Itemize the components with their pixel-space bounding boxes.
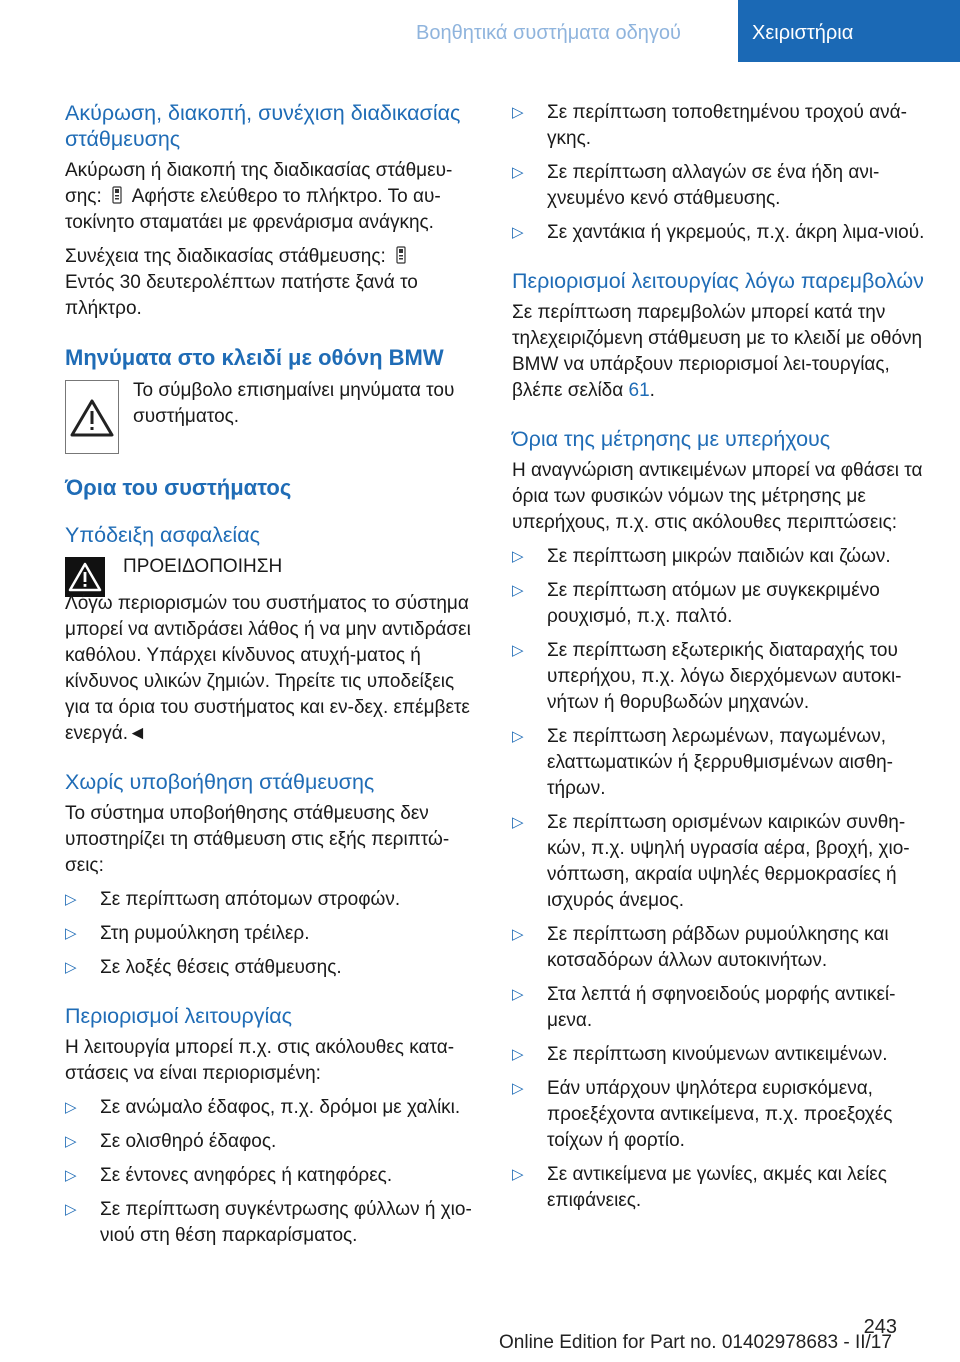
interference-text: Σε περίπτωση παρεμβολών μπορεί κατά την τηλεχειριζόμενη στάθμευση με το κλειδί με οθόνη BMW να υπάρξουν περιορισμοί λει‐τουργίας, βλέπε σελίδα 61.: [512, 302, 923, 401]
bullet-icon: ▷: [65, 1201, 77, 1218]
list-item: ▷ Σε ολισθηρό έδαφος.: [65, 1129, 483, 1155]
page-reference-link[interactable]: 61: [628, 380, 650, 401]
bullet-icon: ▷: [512, 1080, 524, 1097]
heading-system-limits: Όρια του συστήματος: [65, 475, 292, 500]
without-assist-text: Το σύστημα υποβοήθησης στάθμευσης δεν υποστηρίζει τη στάθμευση στις εξής περιπτώ‐σεις:: [65, 803, 450, 876]
list-item: ▷ Σε αντικείμενα με γωνίες, ακμές και λείες επιφάνειες.: [512, 1164, 887, 1211]
bullet-icon: ▷: [65, 1133, 77, 1150]
list-item: ▷ Σε λοξές θέσεις στάθμευσης.: [65, 955, 483, 981]
heading-function-limits: Περιορισμοί λειτουργίας: [65, 1004, 293, 1028]
list-item: ▷ Σε περίπτωση αλλαγών σε ένα ήδη ανι‐χνευμένο κενό στάθμευσης.: [512, 162, 880, 209]
bullet-icon: ▷: [512, 642, 524, 659]
bullet-icon: ▷: [512, 986, 524, 1003]
list-item: ▷ Σε χαντάκια ή γκρεμούς, π.χ. άκρη λιμα‐νιού.: [512, 220, 932, 246]
section-title: Βοηθητικά συστήματα οδηγού: [416, 22, 681, 44]
left-column: [65, 100, 483, 1257]
function-limits-list: [65, 1095, 483, 1249]
list-item: ▷ Σε περίπτωση ράβδων ρυμούλκησης και κοτσαδόρων άλλων αυτοκινήτων.: [512, 924, 889, 971]
list-item: ▷ Εάν υπάρχουν ψηλότερα ευρισκόμενα, προεξέχοντα αντικείμενα, π.χ. προεξοχές τοίχων ή φορτίο.: [512, 1078, 893, 1151]
message-symbol-text: Το σύμβολο επισημαίνει μηνύματα του συστήματος.: [133, 380, 455, 427]
edition-footer: Online Edition for Part no. 01402978683 - II/17: [499, 1332, 892, 1353]
warning-symbol-box: [65, 380, 119, 454]
bullet-icon: ▷: [512, 224, 524, 241]
bullet-icon: ▷: [512, 926, 524, 943]
bullet-icon: ▷: [512, 548, 524, 565]
heading-interference-limits: Περιορισμοί λειτουργίας λόγω παρεμβολών: [512, 269, 924, 293]
list-item: ▷ Σε περίπτωση μικρών παιδιών και ζώων.: [512, 544, 932, 570]
page-number: 243: [863, 1316, 897, 1338]
key-button-icon: [112, 186, 122, 204]
heading-ultrasonic-limits: Όρια της μέτρησης με υπερήχους: [512, 427, 831, 451]
bullet-icon: ▷: [512, 104, 524, 121]
bullet-icon: ▷: [512, 1046, 524, 1063]
heading-safety-note: Υπόδειξη ασφαλείας: [65, 523, 260, 547]
right-column: [512, 100, 932, 1222]
bullet-icon: ▷: [512, 582, 524, 599]
ultrasonic-text: Η αναγνώριση αντικειμένων μπορεί να φθάσει τα όρια των φυσικών νόμων της μέτρησης με υπερήχους, π.χ. στις ακόλουθες περιπτώσεις:: [512, 460, 923, 533]
chapter-tab[interactable]: [738, 0, 960, 62]
bullet-icon: ▷: [65, 925, 77, 942]
warning-label: ΠΡΟΕΙΔΟΠΟΙΗΣΗ: [123, 556, 283, 577]
list-item: ▷ Σε περίπτωση τοποθετημένου τροχού ανά‐γκης.: [512, 102, 907, 149]
heading-cancel-parking: Ακύρωση, διακοπή, συνέχιση διαδικασίας στάθμευσης: [65, 101, 461, 151]
list-item: ▷ Στα λεπτά ή σφηνοειδούς μορφής αντικεί‐μενα.: [512, 984, 896, 1031]
warning-text: Λόγω περιορισμών του συστήματος το σύστημα μπορεί να αντιδράσει λάθος ή να μην αντιδράσει καθόλου. Υπάρχει κίνδυνος ατυχή‐ματος ή κίνδυνος υλικών ζημιών. Τηρείτε τις υποδείξεις για τα όρια του συστήματος και εν‐δεχ. επέμβετε ενεργά.◄: [65, 593, 471, 744]
list-item: ▷ Σε περίπτωση ορισμένων καιρικών συνθη‐κών, π.χ. υψηλή υγρασία αέρα, βροχή, χιο‐νόπτωση, ακραία υψηλές θερμοκρασίες ή ισχυρός άνεμος.: [512, 812, 910, 911]
list-item: ▷ Σε περίπτωση απότομων στροφών.: [65, 887, 483, 913]
bullet-icon: ▷: [65, 1099, 77, 1116]
paragraph-cancel: Ακύρωση ή διακοπή της διαδικασίας στάθμευ‐σης: Αφήστε ελεύθερο το πλήκτρο. Το αυ‐τοκίνητο σταματάει με φρενάρισμα ανάγκης.: [65, 160, 453, 233]
list-item: ▷ Σε περίπτωση λερωμένων, παγωμένων, ελαττωματικών ή ξερρυθμισμένων αισθη‐τήρων.: [512, 726, 893, 799]
ultrasonic-list: [512, 544, 932, 1214]
bullet-icon: ▷: [65, 1167, 77, 1184]
list-item: ▷ Σε περίπτωση ατόμων με συγκεκριμένο ρουχισμό, π.χ. παλτό.: [512, 580, 880, 627]
continued-list: [512, 100, 932, 246]
bullet-icon: ▷: [512, 728, 524, 745]
bullet-icon: ▷: [65, 959, 77, 976]
bullet-icon: ▷: [65, 891, 77, 908]
page-header: [0, 0, 960, 62]
list-item: ▷ Σε έντονες ανηφόρες ή κατηφόρες.: [65, 1163, 483, 1189]
chapter-tab-label: Χειριστήρια: [752, 22, 854, 44]
heading-without-assist: Χωρίς υποβοήθηση στάθμευσης: [65, 770, 375, 794]
paragraph-continue: Συνέχεια της διαδικασίας στάθμευσης: Εντός 30 δευτερολέπτων πατήστε ξανά το πλήκτρο.: [65, 246, 418, 319]
bullet-icon: ▷: [512, 814, 524, 831]
bullet-icon: ▷: [512, 1166, 524, 1183]
message-symbol-block: [65, 378, 483, 460]
list-item: ▷ Στη ρυμούλκηση τρέιλερ.: [65, 921, 483, 947]
without-assist-list: [65, 887, 483, 981]
list-item: ▷ Σε περίπτωση συγκέντρωσης φύλλων ή χιο‐νιού στη θέση παρκαρίσματος.: [65, 1199, 472, 1246]
list-item: ▷ Σε περίπτωση κινούμενων αντικειμένων.: [512, 1042, 932, 1068]
bullet-icon: ▷: [512, 164, 524, 181]
heading-display-key-messages: Μηνύματα στο κλειδί με οθόνη BMW: [65, 345, 444, 370]
list-item: ▷ Σε περίπτωση εξωτερικής διαταραχής του υπερήχου, π.χ. λόγω διερχόμενων αυτοκι‐νήτων ή θορυβωδών μηχανών.: [512, 640, 902, 713]
list-item: ▷ Σε ανώμαλο έδαφος, π.χ. δρόμοι με χαλίκι.: [65, 1095, 483, 1121]
function-limits-text: Η λειτουργία μπορεί π.χ. στις ακόλουθες κατα‐στάσεις να είναι περιορισμένη:: [65, 1037, 455, 1084]
warning-triangle-icon: [66, 381, 118, 453]
key-button-icon: [396, 246, 406, 264]
